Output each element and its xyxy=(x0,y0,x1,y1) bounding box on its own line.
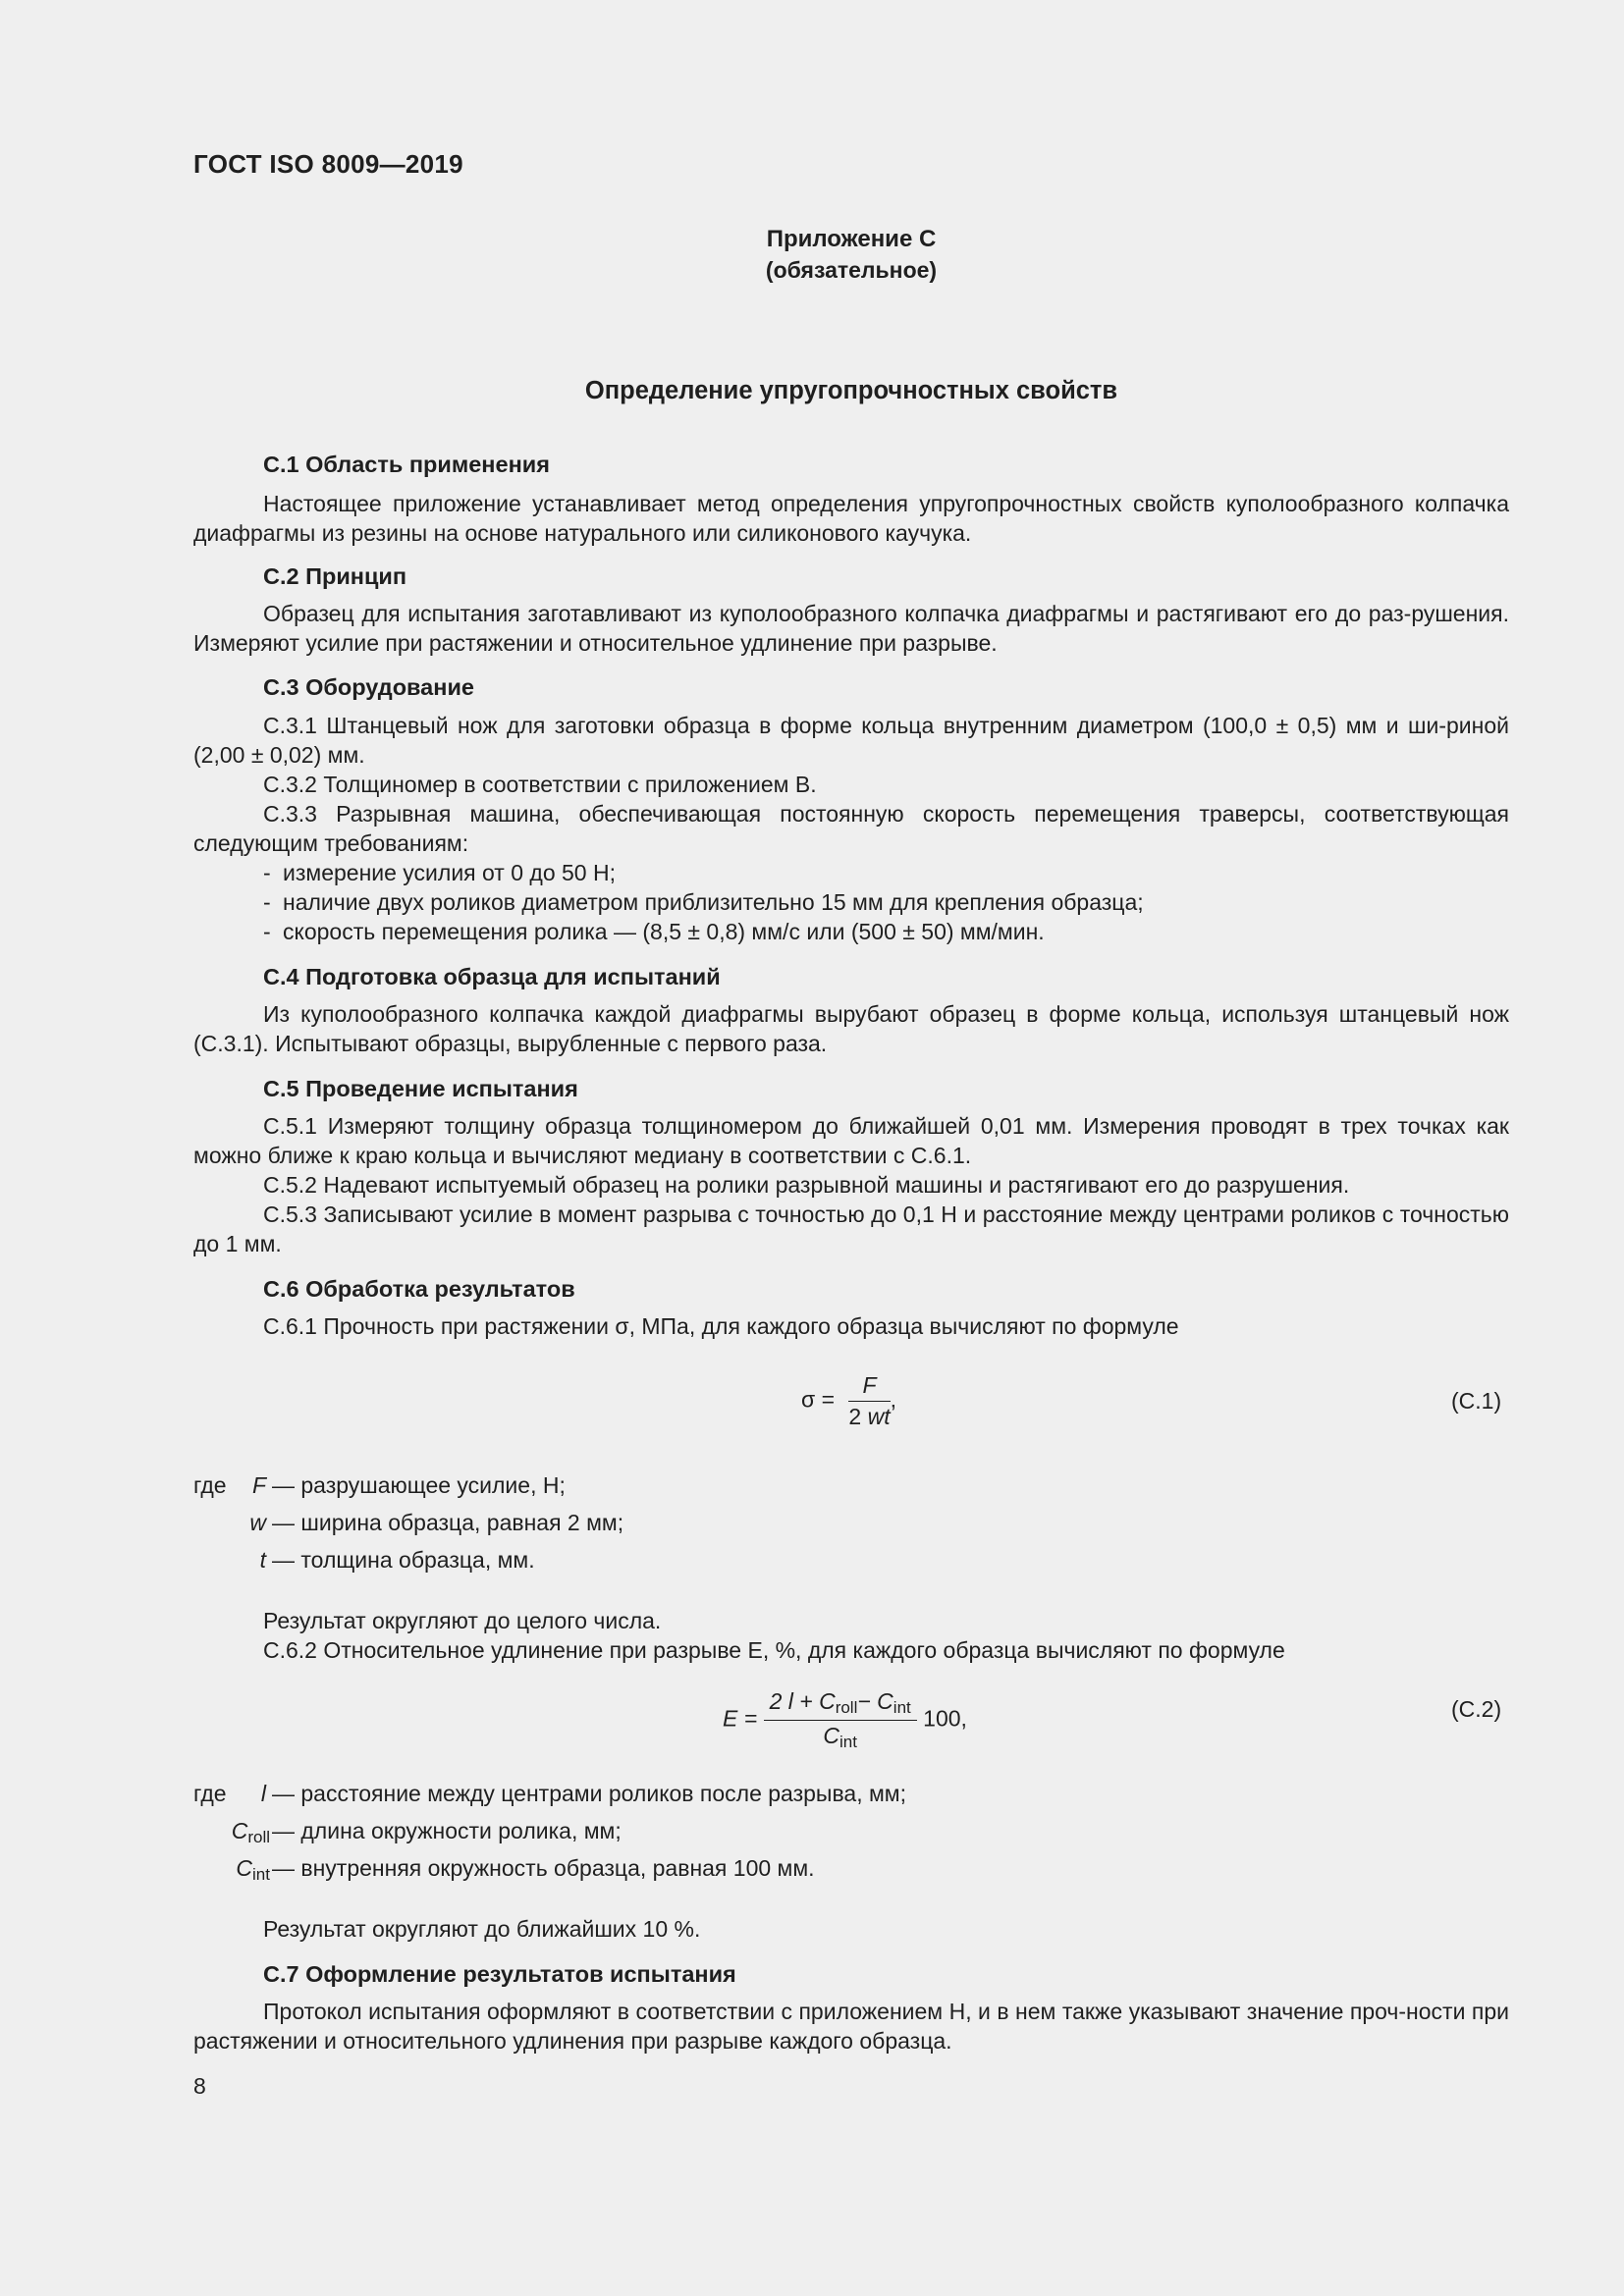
legend-symbol: F xyxy=(251,1472,266,1498)
formula-c1-legend xyxy=(193,1470,1509,1578)
section-c6-p2: С.6.2 Относительное удлинение при разрыве E, %, для каждого образца вычисляют по формуле xyxy=(263,1637,1285,1663)
where-label: где xyxy=(193,1472,227,1498)
section-c5-title: С.5 Проведение испытания xyxy=(263,1076,578,1101)
legend-desc: — толщина образца, мм. xyxy=(272,1547,535,1573)
subscript: int xyxy=(839,1733,857,1751)
list-item: - скорость перемещения ролика — (8,5 ± 0,8) мм/с или (500 ± 50) мм/мин. xyxy=(263,919,1045,944)
where-label: где xyxy=(193,1781,227,1806)
section-c4-title: С.4 Подготовка образца для испытаний xyxy=(263,964,721,989)
legend-desc: — расстояние между центрами роликов после разрыва, мм; xyxy=(272,1781,906,1806)
annex-title: Приложение С xyxy=(766,226,937,252)
legend-symbol: $C_{roll}$ xyxy=(231,1818,270,1846)
section-c3-p1: С.3.1 Штанцевый нож для заготовки образца в форме кольца внутренним диаметром (100,0 ± 0,5) мм и ши-риной (2,00 ± 0,02) мм. xyxy=(193,713,1509,768)
section-c1-text: Настоящее приложение устанавливает метод определения упругопрочностных свойств куполообразного колпачка диафрагмы из резины на основе натурального или силиконового каучука. xyxy=(193,491,1509,546)
section-c5-p3: С.5.3 Записывают усилие в момент разрыва с точностью до 0,1 Н и расстояние между центрами роликов с точностью до 1 мм. xyxy=(193,1201,1509,1256)
formula-number-c2: (С.2) xyxy=(1451,1696,1502,1722)
page-heading: Определение упругопрочностных свойств xyxy=(584,377,1118,404)
formula-number-c1: (С.1) xyxy=(1451,1388,1502,1414)
section-c7-title: С.7 Оформление результатов испытания xyxy=(263,1961,736,1987)
annex-status: (обязательное) xyxy=(765,257,938,283)
section-c3-p3: С.3.3 Разрывная машина, обеспечивающая постоянную скорость перемещения траверсы, соответствующая следующим требованиям: xyxy=(193,801,1509,856)
section-c3-title: С.3 Оборудование xyxy=(263,674,474,700)
legend-symbol: $C_{int}$ xyxy=(236,1855,270,1884)
legend-symbol: l xyxy=(260,1781,266,1806)
numerator-part: 2 l + C xyxy=(769,1688,836,1714)
section-c6-result2: Результат округляют до ближайших 10 %. xyxy=(263,1916,701,1942)
section-c4-text: Из куполообразного колпачка каждой диафрагмы вырубают образец в форме кольца, используя штанцевый нож (С.3.1). Испытывают образцы, вырубленные с первого раза. xyxy=(193,1001,1509,1056)
denominator-var: wt xyxy=(867,1404,891,1429)
section-c5-p2: С.5.2 Надевают испытуемый образец на ролики разрывной машины и растягивают его до разрушения. xyxy=(263,1172,1350,1198)
legend-desc: — ширина образца, равная 2 мм; xyxy=(272,1510,624,1535)
formula-lhs: E = xyxy=(723,1705,758,1732)
section-c1-title: С.1 Область применения xyxy=(263,452,550,477)
page-number: 8 xyxy=(193,2073,206,2099)
section-c2-title: С.2 Принцип xyxy=(263,563,407,589)
formula-c2 xyxy=(723,1688,967,1752)
formula-c2-legend xyxy=(193,1779,1509,1887)
subscript: roll xyxy=(835,1698,858,1717)
section-c2-text: Образец для испытания заготавливают из куполообразного колпачка диафрагмы и растягивают его до раз-рушения. Измеряют усилие при растяжении и относительное удлинение при разрыве. xyxy=(193,601,1509,656)
list-item: - наличие двух роликов диаметром приблизительно 15 мм для крепления образца; xyxy=(263,889,1144,915)
fraction xyxy=(848,1372,890,1430)
numerator: F xyxy=(862,1372,877,1398)
formula-tail: , xyxy=(890,1386,896,1413)
legend-symbol: w xyxy=(249,1510,266,1535)
fraction xyxy=(764,1688,917,1752)
section-c6-result1: Результат округляют до целого числа. xyxy=(263,1608,662,1633)
legend-symbol: t xyxy=(259,1547,266,1573)
numerator-part: − C xyxy=(857,1688,893,1714)
formula-lhs: σ = xyxy=(801,1386,836,1413)
legend-desc: — разрушающее усилие, Н; xyxy=(272,1472,566,1498)
standard-designation: ГОСТ ISO 8009—2019 xyxy=(193,149,463,179)
legend-desc: — внутренняя окружность образца, равная 100 мм. xyxy=(272,1855,815,1881)
denominator: C xyxy=(823,1723,839,1748)
subscript: int xyxy=(893,1698,911,1717)
list-item: - измерение усилия от 0 до 50 Н; xyxy=(263,860,616,885)
section-c5-p1: С.5.1 Измеряют толщину образца толщиномером до ближайшей 0,01 мм. Измерения проводят в трех точках как можно ближе к краю кольца и вычисляют медиану в соответствии с С.6.1. xyxy=(193,1113,1509,1168)
section-c7-text: Протокол испытания оформляют в соответствии с приложением Н, и в нем также указывают значение проч-ности при растяжении и относительного удлинения при разрыве каждого образца. xyxy=(193,1999,1509,2054)
formula-tail: 100, xyxy=(923,1705,967,1732)
formula-c1 xyxy=(801,1372,896,1430)
section-c6-title: С.6 Обработка результатов xyxy=(263,1276,575,1302)
section-c3-p2: С.3.2 Толщиномер в соответствии с приложением В. xyxy=(263,772,817,797)
denominator-coef: 2 xyxy=(848,1404,862,1429)
section-c6-p1: С.6.1 Прочность при растяжении σ, МПа, для каждого образца вычисляют по формуле xyxy=(263,1313,1179,1339)
legend-desc: — длина окружности ролика, мм; xyxy=(272,1818,622,1843)
